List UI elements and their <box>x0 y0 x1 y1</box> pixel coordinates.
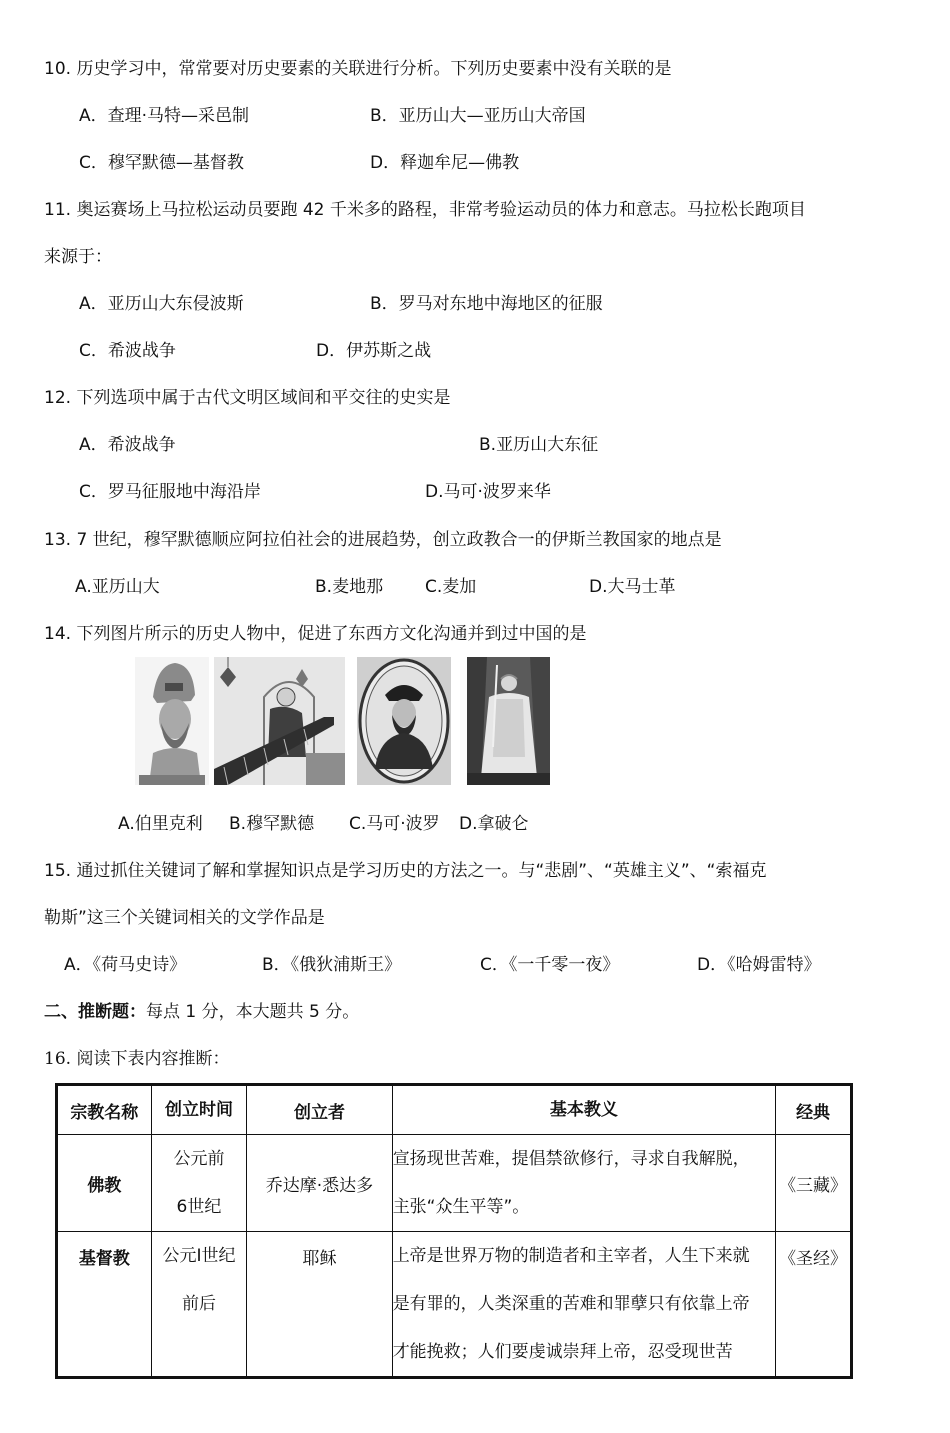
cell-scripture: 《圣经》 <box>776 1232 852 1378</box>
q11-option-d: D．伊苏斯之战 <box>316 341 432 361</box>
q12-option-a: A．希波战争 <box>79 435 176 455</box>
question-15-stem-line2: 勒斯”这三个关键词相关的文学作品是 <box>44 908 325 928</box>
q10-option-b: B．亚历山大—亚历山大帝国 <box>370 106 586 126</box>
cell-doctrine <box>392 1135 775 1232</box>
q15-option-b: B．《俄狄浦斯王》 <box>262 955 402 975</box>
section-2-heading <box>44 1000 359 1024</box>
q12-option-d: D.马可·波罗来华 <box>425 482 551 502</box>
question-16-stem: 16. 阅读下表内容推断： <box>44 1049 230 1069</box>
cell-doctrine-line3: 才能挽救；人们要虔诚崇拜上帝，忍受现世苦 <box>392 1342 733 1362</box>
q14-option-a: A.伯里克利 <box>118 814 203 834</box>
header-founder: 创立者 <box>247 1085 392 1135</box>
cell-time-line1: 公元Ⅰ世纪 <box>162 1246 236 1266</box>
q11-option-c: C．希波战争 <box>79 341 176 361</box>
cell-time-line2: 6世纪 <box>176 1197 222 1217</box>
q10-option-c: C．穆罕默德—基督教 <box>79 153 244 173</box>
header-founding-time: 创立时间 <box>151 1085 247 1135</box>
q12-option-c: C．罗马征服地中海沿岸 <box>79 482 261 502</box>
table-row <box>57 1135 852 1232</box>
cell-time-line2: 前后 <box>181 1294 216 1314</box>
q13-option-d: D.大马士革 <box>589 577 676 597</box>
pericles-bust-image <box>135 657 209 785</box>
muhammad-miniature-image <box>214 657 345 785</box>
question-13-stem: 13. 7 世纪，穆罕默德顺应阿拉伯社会的进展趋势，创立政教合一的伊斯兰教国家的地点是 <box>44 530 722 550</box>
cell-founding-time <box>151 1232 247 1378</box>
question-12-stem: 12. 下列选项中属于古代文明区域间和平交往的史实是 <box>44 388 451 408</box>
q12-option-b: B.亚历山大东征 <box>479 435 599 455</box>
q11-option-a: A．亚历山大东侵波斯 <box>79 294 244 314</box>
question-11-stem-line1: 11. 奥运赛场上马拉松运动员要跑 42 千米多的路程，非常考验运动员的体力和意志。马拉松长跑项目 <box>44 200 806 220</box>
q14-option-c: C.马可·波罗 <box>349 814 440 834</box>
header-doctrine: 基本教义 <box>392 1085 775 1135</box>
q10-option-a: A．查理·马特—采邑制 <box>79 106 250 126</box>
cell-time-line1: 公元前 <box>173 1149 225 1169</box>
question-15-stem-line1: 15. 通过抓住关键词了解和掌握知识点是学习历史的方法之一。与“悲剧”、“英雄主义”、“索福克 <box>44 861 767 881</box>
q13-option-c: C.麦加 <box>425 577 477 597</box>
cell-scripture: 《三藏》 <box>776 1135 852 1232</box>
table-row <box>57 1232 852 1378</box>
table-header-row <box>57 1085 852 1135</box>
cell-religion-name: 基督教 <box>57 1232 152 1378</box>
header-religion-name: 宗教名称 <box>57 1085 152 1135</box>
question-10-stem: 10. 历史学习中，常常要对历史要素的关联进行分析。下列历史要素中没有关联的是 <box>44 59 672 79</box>
q14-option-b: B.穆罕默德 <box>229 814 315 834</box>
cell-doctrine-line1: 上帝是世界万物的制造者和主宰者，人生下来就 <box>392 1246 750 1266</box>
marco-polo-portrait-image <box>357 657 451 785</box>
religion-table <box>55 1083 853 1379</box>
section-2-title: 二、推断题： <box>44 1002 146 1022</box>
q15-option-d: D．《哈姆雷特》 <box>697 955 821 975</box>
q10-option-d: D．释迦牟尼—佛教 <box>370 153 520 173</box>
q13-option-a: A.亚历山大 <box>75 577 160 597</box>
question-14-stem: 14. 下列图片所示的历史人物中，促进了东西方文化沟通并到过中国的是 <box>44 624 587 644</box>
cell-founder: 乔达摩·悉达多 <box>247 1135 392 1232</box>
q13-option-b: B.麦地那 <box>315 577 384 597</box>
header-scripture: 经典 <box>776 1085 852 1135</box>
cell-doctrine-line1: 宣扬现世苦难，提倡禁欲修行，寻求自我解脱， <box>392 1149 750 1169</box>
q15-option-c: C．《一千零一夜》 <box>480 955 620 975</box>
question-11-stem-line2: 来源于： <box>44 247 112 267</box>
cell-doctrine-line2: 主张“众生平等”。 <box>392 1197 530 1217</box>
cell-founding-time <box>151 1135 247 1232</box>
q14-option-d: D.拿破仑 <box>459 814 529 834</box>
q11-option-b: B．罗马对东地中海地区的征服 <box>370 294 603 314</box>
napoleon-portrait-image <box>467 657 550 785</box>
cell-founder: 耶稣 <box>247 1232 392 1378</box>
cell-doctrine <box>392 1232 775 1378</box>
section-2-note: 每点 1 分，本大题共 5 分。 <box>146 1002 360 1022</box>
cell-religion-name: 佛教 <box>57 1135 152 1232</box>
q15-option-a: A．《荷马史诗》 <box>64 955 187 975</box>
cell-doctrine-line2: 是有罪的，人类深重的苦难和罪孽只有依靠上帝 <box>392 1294 750 1314</box>
